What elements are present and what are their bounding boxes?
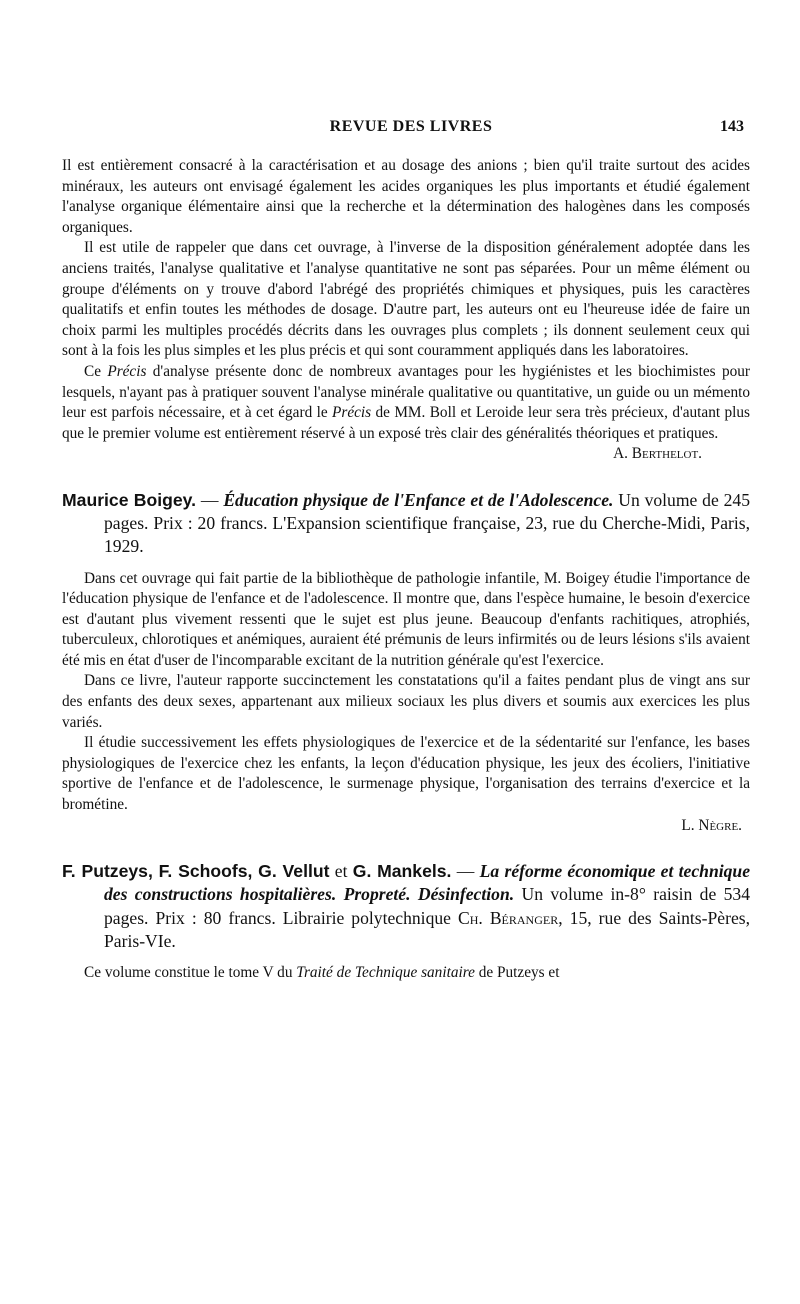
paragraph [62,963,750,984]
review-putzeys [62,860,750,983]
book-details: , 15, rue des Saints-Pères, Paris-VIe. [104,907,750,951]
page-number: 143 [720,118,744,135]
text-run: de MM. Boll et Leroide leur sera très précieux, d'autant plus que le premier volume est entièrement réservé à un exposé très clair des généralités théoriques et pratiques. [62,404,750,442]
book-heading [62,860,750,953]
paragraph: Dans ce livre, l'auteur rapporte succinctement les constatations qu'il a faites pendant plus de vingt ans sur des enfants des deux sexes, appartenant aux milieux sociaux les plus divers et soumis aux exercices les plus variés. [62,672,750,731]
book-title: Éducation physique de l'Enfance et de l'Adolescence. [223,489,614,510]
section-gap [62,953,750,963]
paragraph: Il est utile de rappeler que dans cet ouvrage, à l'inverse de la disposition généralement adoptée dans les anciens traités, l'analyse qualitative et l'analyse quantitative ne sont pas séparées. Pour un même élément ou groupe d'éléments on y trouve d'abord l'abrégé des propriétés chimiques et physiques, puis les caractères qualitatifs et enfin toutes les méthodes de dosage. D'autre part, les auteurs ont eu l'heureuse idée de faire un choix parmi les multiples procédés décrits dans les ouvrages plus complets ; ils donnent seulement ceux qui sont à la fois les plus simples et les plus précis et qui sont couramment appliqués dans les laboratoires. [62,239,750,360]
text-run: d'analyse présente donc de nombreux avantages pour les hygiénistes et les biochimistes pour lesquels, n'ayant pas à pratiquer souvent l'analyse minérale qualitative ou quantitative, un guide ou un mémento leur est parfois nécessaire, et à cet égard le [62,362,750,422]
book-title: La réforme économique et technique des constructions hospitalières. Propreté. Désinfection. [104,861,751,905]
text-run: de Putzeys et [474,964,560,982]
book-authors: F. Putzeys, F. Schoofs, G. Vellut [62,861,330,882]
heading-dash: — [451,861,480,882]
review-boll-leroide [62,156,750,465]
review-boigey [62,489,750,836]
book-details: Un volume de 245 pages. Prix : 20 francs. L'Expansion scientifique française, 23, rue du Cherche-Midi, Paris, 1929. [104,489,750,557]
paragraph: Il est entièrement consacré à la caractérisation et au dosage des anions ; bien qu'il traite surtout des acides minéraux, les auteurs ont envisagé également les acides organiques les plus importants et étudié également l'analyse organique élémentaire ainsi que la recherche et la détermination des halogènes dans les composés organiques. [62,157,750,236]
section-gap [62,836,750,860]
paragraph: Dans cet ouvrage qui fait partie de la bibliothèque de pathologie infantile, M. Boigey étudie l'importance de l'éducation physique de l'enfance et de l'adolescence. Il montre que, dans l'espèce humaine, le besoin d'exercice est d'autant plus vivement ressenti que le sujet est plus jeune. Beaucoup d'enfants rachitiques, atrophiés, tuberculeux, chlorotiques et anémiques, auraient été prémunis de leurs infirmités ou de leurs lésions s'ils avaient été mis en état d'user de l'incomparable excitant de la nutrition générale qu'est l'exercice. [62,569,750,669]
running-header [78,118,744,142]
book-author: G. Mankels. [352,861,452,882]
italic-title: Traité de Technique sanitaire [296,964,475,982]
text-run: Ce volume constitue le tome V du [84,964,297,982]
authors-conjunction: et [329,861,353,882]
book-details: Un volume in-8° raisin de 534 pages. Prix : 80 francs. Librairie polytechnique [104,884,750,928]
book-author: Maurice Boigey. [62,489,197,510]
book-heading [62,489,750,559]
journal-title: REVUE DES LIVRES [329,118,493,135]
text-run: Ce [84,362,108,380]
heading-dash: — [196,489,224,510]
page-content [62,156,750,984]
section-gap [62,559,750,569]
reviewer-signature: A. Berthelot. [613,445,702,463]
paragraph: Il étudie successivement les effets physiologiques de l'exercice et de la sédentarité sur l'enfance, les bases physiologiques de l'exercice chez les enfants, la leçon d'éducation physique, les jeux des écoliers, l'initiative sportive de l'enfance et de l'adolescence, le surmenage physique, l'organisation des terrains d'exercice et la brométine. [62,734,750,814]
section-gap [62,465,750,489]
publisher-name: Ch. Béranger [458,907,559,928]
reviewer-signature: L. Nègre. [681,816,742,834]
paragraph [62,362,750,444]
italic-word: Précis [107,362,147,380]
italic-word: Précis [332,404,372,422]
